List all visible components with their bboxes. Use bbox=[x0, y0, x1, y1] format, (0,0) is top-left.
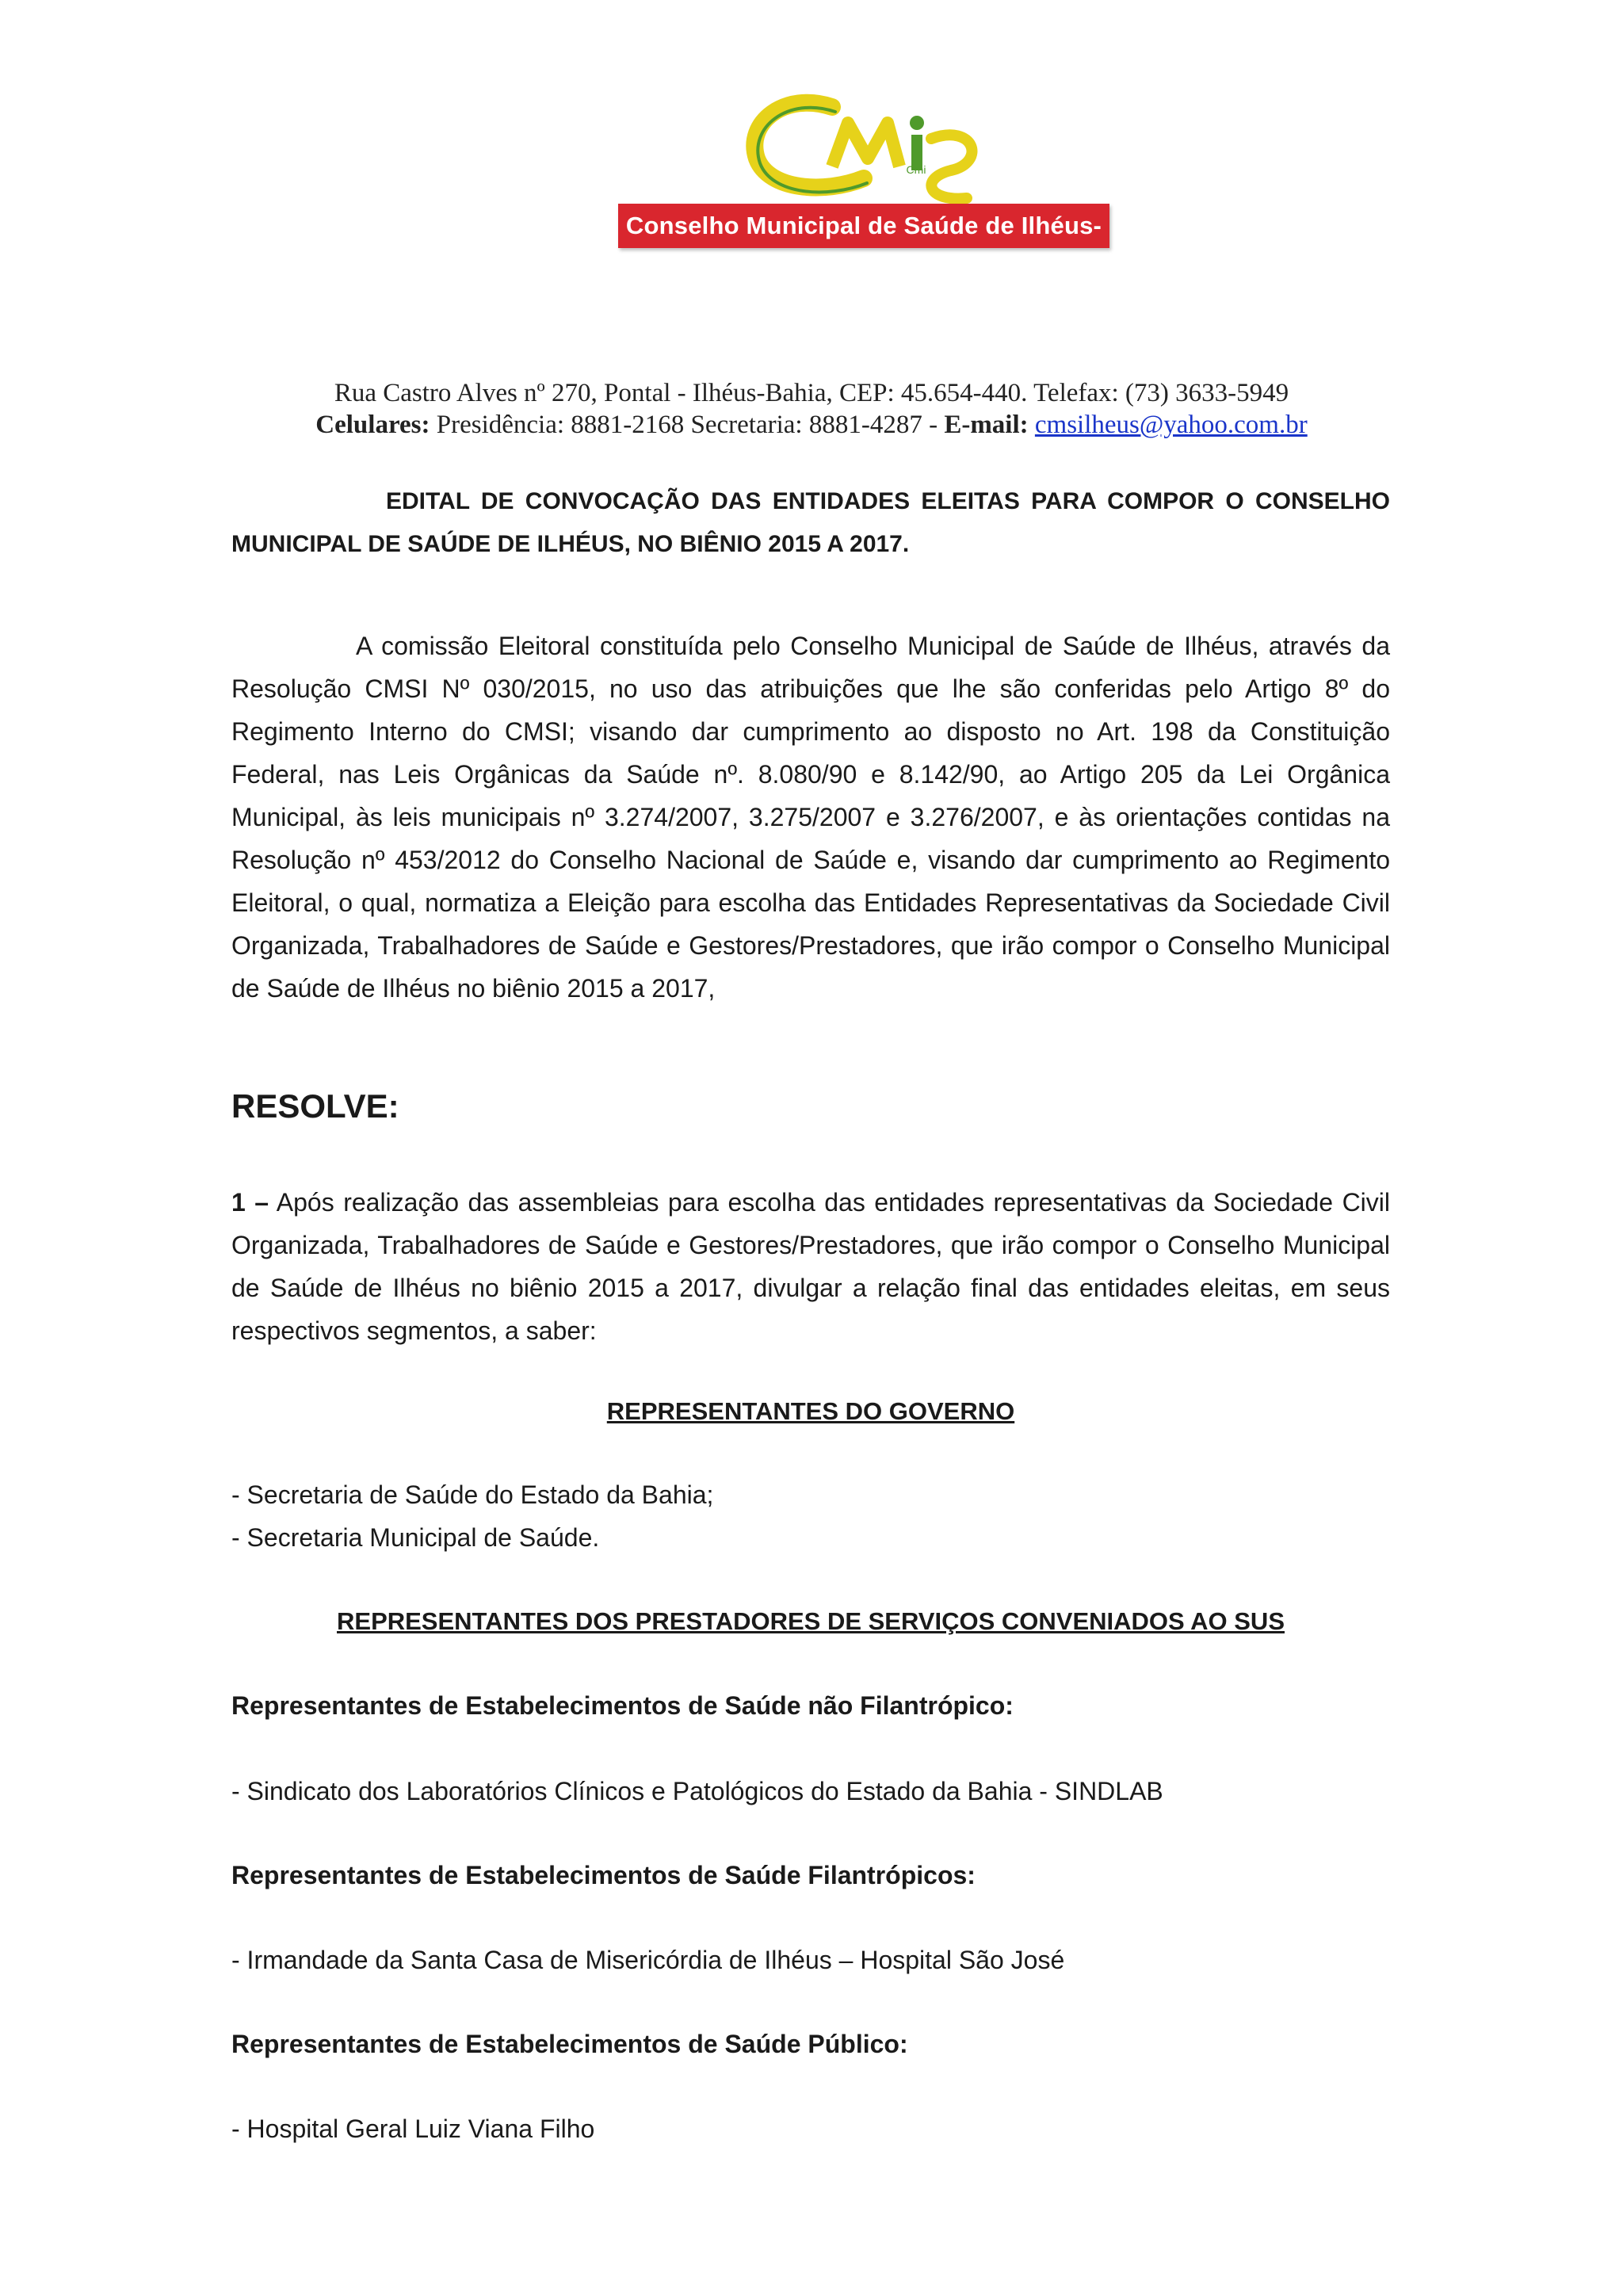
cel-text: Presidência: 8881-2168 Secretaria: 8881-4287 - bbox=[430, 411, 945, 439]
email-link[interactable]: cmsilheus@yahoo.com.br bbox=[1034, 411, 1308, 439]
logo-text: Cmi bbox=[906, 163, 926, 176]
edital-title bbox=[231, 480, 1390, 566]
intro-paragraph bbox=[231, 625, 1390, 1010]
address-line: Rua Castro Alves nº 270, Pontal - Ilhéus-Bahia, CEP: 45.654-440. Telefax: (73) 3633-5949 bbox=[334, 379, 1289, 407]
filantropicos-label: Representantes de Estabelecimentos de Saúde Filantrópicos: bbox=[231, 1861, 976, 1889]
intro-text: A comissão Eleitoral constituída pelo Conselho Municipal de Saúde de Ilhéus, através da Resolução CMSI Nº 030/2015, no uso das atribuições que lhe são conferidas pelo Artigo 8º do Regimento Interno do CMSI; visando dar cumprimento ao disposto no Art. 198 da Constituição Federal, nas Leis Orgânicas da Saúde nº. 8.080/90 e 8.142/90, ao Artigo 205 da Lei Orgânica Municipal, às leis municipais nº 3.274/2007, 3.275/2007 e 3.276/2007, e às orientações contidas na Resolução nº 453/2012 do Conselho Nacional de Saúde e, visando dar cumprimento ao Regimento Eleitoral, o qual, normatiza a Eleição para escolha das Entidades Representativas da Sociedade Civil Organizada, Trabalhadores de Saúde e Gestores/Prestadores, que irão compor o Conselho Municipal de Saúde de Ilhéus no biênio 2015 a 2017, bbox=[231, 632, 1390, 1003]
nao-filantropico-label: Representantes de Estabelecimentos de Saúde não Filantrópico: bbox=[231, 1691, 1014, 1720]
filantropicos-item: - Irmandade da Santa Casa de Misericórdia de Ilhéus – Hospital São José bbox=[231, 1946, 1065, 1974]
logo-banner: Conselho Municipal de Saúde de Ilhéus-Bahia bbox=[618, 204, 1109, 248]
item-1-paragraph bbox=[231, 1181, 1390, 1352]
item-1-number: 1 – bbox=[231, 1188, 269, 1217]
resolve-heading: RESOLVE: bbox=[231, 1087, 399, 1125]
governo-item: - Secretaria Municipal de Saúde. bbox=[231, 1523, 600, 1552]
cmsi-logo bbox=[618, 91, 1109, 284]
nao-filantropico-item: - Sindicato dos Laboratórios Clínicos e Patológicos do Estado da Bahia - SINDLAB bbox=[231, 1777, 1163, 1805]
governo-heading: REPRESENTANTES DO GOVERNO bbox=[606, 1397, 1015, 1425]
cmi-logo-mark bbox=[737, 91, 999, 210]
phone-email-line bbox=[238, 411, 1385, 440]
email-label: E-mail: bbox=[944, 411, 1029, 439]
publico-item: - Hospital Geral Luiz Viana Filho bbox=[231, 2115, 595, 2143]
prestadores-heading: REPRESENTANTES DOS PRESTADORES DE SERVIÇOS CONVENIADOS AO SUS bbox=[337, 1607, 1285, 1635]
item-1-text: Após realização das assembleias para escolha das entidades representativas da Sociedade Civil Organizada, Trabalhadores de Saúde e Gestores/Prestadores, que irão compor o Conselho Municipal de Saúde de Ilhéus no biênio 2015 a 2017, divulgar a relação final das entidades eleitas, em seus respectivos segmentos, a saber: bbox=[231, 1188, 1391, 1345]
publico-label: Representantes de Estabelecimentos de Saúde Público: bbox=[231, 2030, 908, 2058]
cel-label: Celulares: bbox=[315, 411, 430, 439]
governo-item: - Secretaria de Saúde do Estado da Bahia; bbox=[231, 1480, 714, 1509]
edital-title-text: EDITAL DE CONVOCAÇÃO DAS ENTIDADES ELEITAS PARA COMPOR O CONSELHO MUNICIPAL DE SAÚDE DE ILHÉUS, NO BIÊNIO 2015 A 2017. bbox=[231, 488, 1390, 557]
